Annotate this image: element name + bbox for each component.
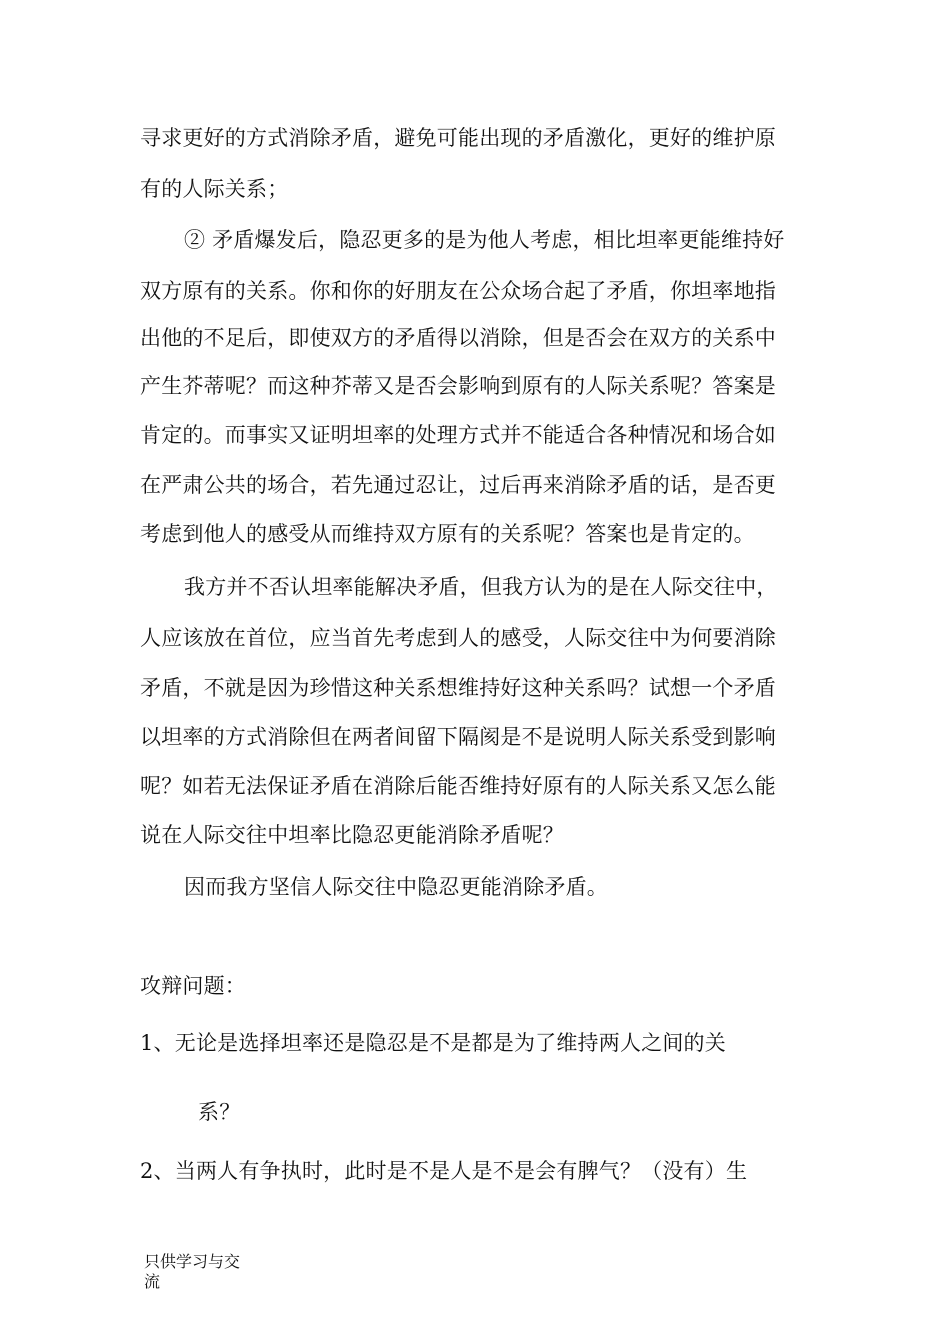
footer-line: 流 <box>144 1272 161 1291</box>
paragraph-line: 因而我方坚信人际交往中隐忍更能消除矛盾。 <box>184 875 608 899</box>
paragraph-line: 在严肃公共的场合，若先通过忍让，过后再来消除矛盾的话，是否更 <box>140 473 776 497</box>
section-heading: 攻辩问题： <box>140 974 246 998</box>
paragraph-line: 产生芥蒂呢？而这种芥蒂又是否会影响到原有的人际关系呢？答案是 <box>140 374 776 398</box>
question-line: 2、当两人有争执时，此时是不是人是不是会有脾气？（没有）生 <box>140 1159 748 1183</box>
paragraph-line: 我方并不否认坦率能解决矛盾，但我方认为的是在人际交往中， <box>184 575 778 599</box>
paragraph-line: 肯定的。而事实又证明坦率的处理方式并不能适合各种情况和场合如 <box>140 423 776 447</box>
question-line: 系？ <box>198 1100 241 1124</box>
paragraph-line: 出他的不足后，即使双方的矛盾得以消除，但是否会在双方的关系中 <box>140 326 776 350</box>
paragraph-line: 人应该放在首位，应当首先考虑到人的感受，人际交往中为何要消除 <box>140 626 776 650</box>
paragraph-line: 说在人际交往中坦率比隐忍更能消除矛盾呢？ <box>140 823 564 847</box>
paragraph-line: 有的人际关系； <box>140 177 289 201</box>
question-line: 1、无论是选择坦率还是隐忍是不是都是为了维持两人之间的关 <box>140 1031 726 1055</box>
footer-line: 只供学习与交 <box>144 1252 241 1271</box>
paragraph-line: 以坦率的方式消除但在两者间留下隔阂是不是说明人际关系受到影响 <box>140 725 776 749</box>
footer-note <box>144 1252 274 1292</box>
paragraph-line: 寻求更好的方式消除矛盾，避免可能出现的矛盾激化，更好的维护原 <box>140 126 776 150</box>
paragraph-line: 呢？如若无法保证矛盾在消除后能否维持好原有的人际关系又怎么能 <box>140 774 776 798</box>
paragraph-line: ② 矛盾爆发后，隐忍更多的是为他人考虑，相比坦率更能维持好 <box>184 228 785 252</box>
paragraph-line: 矛盾，不就是因为珍惜这种关系想维持好这种关系吗？试想一个矛盾 <box>140 676 776 700</box>
paragraph-line: 双方原有的关系。你和你的好朋友在公众场合起了矛盾，你坦率地指 <box>140 279 776 303</box>
paragraph-line: 考虑到他人的感受从而维持双方原有的关系呢？答案也是肯定的。 <box>140 522 755 546</box>
